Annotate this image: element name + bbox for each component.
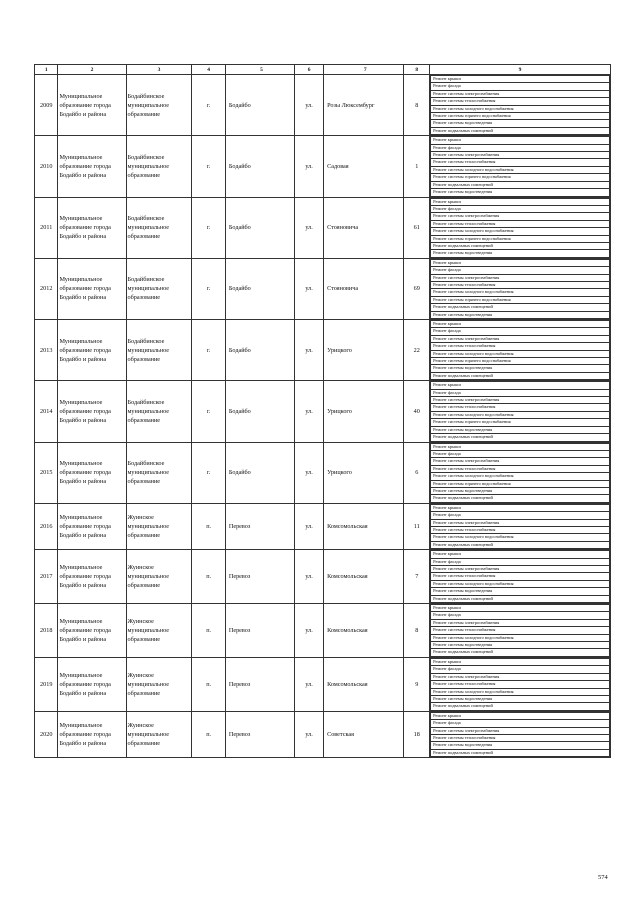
- work-item: Ремонт крыши: [431, 259, 610, 266]
- work-item: Ремонт системы теплоснабжения: [431, 220, 610, 227]
- work-item: Ремонт фасада: [431, 612, 610, 619]
- settlement-cell: Бодайбо: [225, 258, 294, 319]
- street-type-cell: ул.: [295, 503, 324, 549]
- street-type-cell: ул.: [295, 320, 324, 381]
- work-item: Ремонт системы горячего водоснабжения: [431, 296, 610, 303]
- work-item: Ремонт подвальных помещений: [431, 495, 610, 502]
- work-item: Ремонт крыши: [431, 137, 610, 144]
- municipality-cell: Муниципальное образование города Бодайбо и района: [58, 604, 126, 658]
- work-item: Ремонт фасада: [431, 83, 610, 90]
- house-number-cell: 8: [404, 75, 430, 136]
- works-list: [430, 136, 610, 196]
- col-header-9: 9: [430, 65, 611, 75]
- row-number: 2010: [35, 136, 58, 197]
- house-number-cell: 6: [404, 442, 430, 503]
- col-header-4: 4: [192, 65, 225, 75]
- works-list: [430, 504, 610, 549]
- municipality-cell: Муниципальное образование города Бодайбо и района: [58, 503, 126, 549]
- row-number: 2013: [35, 320, 58, 381]
- municipal-formation-cell: Жуинское муниципальное образование: [126, 503, 192, 549]
- work-item: Ремонт крыши: [431, 321, 610, 328]
- work-item: Ремонт системы водоотведения: [431, 250, 610, 257]
- municipality-cell: Муниципальное образование города Бодайбо и района: [58, 258, 126, 319]
- works-list: [430, 259, 610, 319]
- municipality-cell: Муниципальное образование города Бодайбо и района: [58, 136, 126, 197]
- settlement-type-cell: г.: [192, 136, 225, 197]
- row-number: 2009: [35, 75, 58, 136]
- table-row: [35, 75, 611, 136]
- street-type-cell: ул.: [295, 381, 324, 442]
- street-cell: Розы Люксембург: [324, 75, 404, 136]
- work-item: Ремонт фасада: [431, 205, 610, 212]
- work-item: Ремонт системы водоотведения: [431, 487, 610, 494]
- works-list: [430, 198, 610, 258]
- work-item: Ремонт системы холодного водоснабжения: [431, 580, 610, 587]
- works-list: [430, 75, 610, 135]
- repair-program-table: [34, 64, 611, 758]
- work-item: Ремонт подвальных помещений: [431, 242, 610, 249]
- work-item: Ремонт системы холодного водоснабжения: [431, 473, 610, 480]
- work-item: Ремонт системы холодного водоснабжения: [431, 166, 610, 173]
- work-item: Ремонт системы электроснабжения: [431, 727, 610, 734]
- work-item: Ремонт системы горячего водоснабжения: [431, 113, 610, 120]
- work-item: Ремонт системы электроснабжения: [431, 274, 610, 281]
- work-item: Ремонт системы горячего водоснабжения: [431, 419, 610, 426]
- settlement-cell: Бодайбо: [225, 75, 294, 136]
- work-item: Ремонт системы теплоснабжения: [431, 526, 610, 533]
- work-item: Ремонт системы теплоснабжения: [431, 573, 610, 580]
- settlement-type-cell: г.: [192, 320, 225, 381]
- work-item: Ремонт фасада: [431, 389, 610, 396]
- work-item: Ремонт системы водоотведения: [431, 742, 610, 749]
- row-number: 2018: [35, 604, 58, 658]
- work-item: Ремонт системы электроснабжения: [431, 152, 610, 159]
- settlement-type-cell: п.: [192, 711, 225, 757]
- work-item: Ремонт фасада: [431, 720, 610, 727]
- municipal-formation-cell: Бодайбинское муниципальное образование: [126, 197, 192, 258]
- work-item: Ремонт системы холодного водоснабжения: [431, 228, 610, 235]
- work-item: Ремонт системы теплоснабжения: [431, 681, 610, 688]
- settlement-cell: Бодайбо: [225, 197, 294, 258]
- row-number: 2012: [35, 258, 58, 319]
- settlement-type-cell: г.: [192, 258, 225, 319]
- municipality-cell: Муниципальное образование города Бодайбо и района: [58, 442, 126, 503]
- street-cell: Комсомольская: [324, 503, 404, 549]
- municipality-cell: Муниципальное образование города Бодайбо и района: [58, 320, 126, 381]
- street-cell: Садовая: [324, 136, 404, 197]
- row-number: 2014: [35, 381, 58, 442]
- house-number-cell: 8: [404, 604, 430, 658]
- work-item: Ремонт фасада: [431, 558, 610, 565]
- work-item: Ремонт крыши: [431, 551, 610, 558]
- municipal-formation-cell: Жуинское муниципальное образование: [126, 711, 192, 757]
- street-cell: Стояновича: [324, 258, 404, 319]
- work-item: Ремонт системы водоотведения: [431, 642, 610, 649]
- work-item: Ремонт системы холодного водоснабжения: [431, 688, 610, 695]
- work-item: Ремонт системы электроснабжения: [431, 619, 610, 626]
- works-cell: [430, 442, 611, 503]
- work-item: Ремонт подвальных помещений: [431, 304, 610, 311]
- street-type-cell: ул.: [295, 136, 324, 197]
- col-header-2: 2: [58, 65, 126, 75]
- table-row: [35, 442, 611, 503]
- works-cell: [430, 136, 611, 197]
- work-item: Ремонт системы теплоснабжения: [431, 98, 610, 105]
- work-item: Ремонт крыши: [431, 198, 610, 205]
- work-item: Ремонт крыши: [431, 712, 610, 719]
- work-item: Ремонт системы водоотведения: [431, 695, 610, 702]
- work-item: Ремонт системы холодного водоснабжения: [431, 350, 610, 357]
- col-header-1: 1: [35, 65, 58, 75]
- house-number-cell: 40: [404, 381, 430, 442]
- works-cell: [430, 75, 611, 136]
- municipal-formation-cell: Бодайбинское муниципальное образование: [126, 75, 192, 136]
- table-row: [35, 197, 611, 258]
- work-item: Ремонт фасада: [431, 512, 610, 519]
- work-item: Ремонт системы горячего водоснабжения: [431, 480, 610, 487]
- settlement-type-cell: п.: [192, 657, 225, 711]
- settlement-cell: Перевоз: [225, 503, 294, 549]
- street-type-cell: ул.: [295, 197, 324, 258]
- work-item: Ремонт системы водоотведения: [431, 365, 610, 372]
- street-type-cell: ул.: [295, 604, 324, 658]
- table-row: [35, 550, 611, 604]
- col-header-7: 7: [324, 65, 404, 75]
- work-item: Ремонт крыши: [431, 504, 610, 511]
- municipality-cell: Муниципальное образование города Бодайбо и района: [58, 381, 126, 442]
- work-item: Ремонт системы теплоснабжения: [431, 281, 610, 288]
- work-item: Ремонт крыши: [431, 658, 610, 665]
- house-number-cell: 11: [404, 503, 430, 549]
- row-number: 2020: [35, 711, 58, 757]
- work-item: Ремонт системы горячего водоснабжения: [431, 358, 610, 365]
- column-number-header: [35, 65, 611, 75]
- row-number: 2017: [35, 550, 58, 604]
- work-item: Ремонт крыши: [431, 443, 610, 450]
- work-item: Ремонт крыши: [431, 605, 610, 612]
- street-cell: Комсомольская: [324, 657, 404, 711]
- settlement-cell: Перевоз: [225, 604, 294, 658]
- municipal-formation-cell: Жуинское муниципальное образование: [126, 604, 192, 658]
- row-number: 2019: [35, 657, 58, 711]
- table-row: [35, 604, 611, 658]
- settlement-type-cell: п.: [192, 604, 225, 658]
- street-cell: Урицкого: [324, 381, 404, 442]
- works-list: [430, 712, 610, 757]
- work-item: Ремонт системы водоотведения: [431, 426, 610, 433]
- settlement-cell: Бодайбо: [225, 381, 294, 442]
- house-number-cell: 7: [404, 550, 430, 604]
- works-list: [430, 604, 610, 657]
- work-item: Ремонт системы холодного водоснабжения: [431, 105, 610, 112]
- settlement-type-cell: г.: [192, 75, 225, 136]
- settlement-cell: Перевоз: [225, 711, 294, 757]
- work-item: Ремонт системы электроснабжения: [431, 673, 610, 680]
- work-item: Ремонт системы холодного водоснабжения: [431, 634, 610, 641]
- table-row: [35, 258, 611, 319]
- work-item: Ремонт системы теплоснабжения: [431, 404, 610, 411]
- municipal-formation-cell: Жуинское муниципальное образование: [126, 657, 192, 711]
- work-item: Ремонт системы холодного водоснабжения: [431, 411, 610, 418]
- street-cell: Урицкого: [324, 442, 404, 503]
- works-list: [430, 320, 610, 380]
- street-type-cell: ул.: [295, 442, 324, 503]
- work-item: Ремонт подвальных помещений: [431, 703, 610, 710]
- table-row: [35, 320, 611, 381]
- work-item: Ремонт системы теплоснабжения: [431, 627, 610, 634]
- works-cell: [430, 657, 611, 711]
- street-type-cell: ул.: [295, 550, 324, 604]
- works-list: [430, 381, 610, 441]
- municipality-cell: Муниципальное образование города Бодайбо и района: [58, 197, 126, 258]
- table-row: [35, 381, 611, 442]
- settlement-cell: Перевоз: [225, 657, 294, 711]
- settlement-type-cell: г.: [192, 381, 225, 442]
- work-item: Ремонт системы водоотведения: [431, 588, 610, 595]
- street-cell: Урицкого: [324, 320, 404, 381]
- settlement-cell: Бодайбо: [225, 442, 294, 503]
- work-item: Ремонт подвальных помещений: [431, 595, 610, 602]
- street-type-cell: ул.: [295, 657, 324, 711]
- street-type-cell: ул.: [295, 711, 324, 757]
- col-header-8: 8: [404, 65, 430, 75]
- work-item: Ремонт подвальных помещений: [431, 127, 610, 134]
- street-type-cell: ул.: [295, 75, 324, 136]
- house-number-cell: 18: [404, 711, 430, 757]
- work-item: Ремонт системы теплоснабжения: [431, 159, 610, 166]
- municipal-formation-cell: Жуинское муниципальное образование: [126, 550, 192, 604]
- table-row: [35, 136, 611, 197]
- settlement-cell: Бодайбо: [225, 320, 294, 381]
- works-cell: [430, 197, 611, 258]
- col-header-5: 5: [225, 65, 294, 75]
- work-item: Ремонт системы холодного водоснабжения: [431, 534, 610, 541]
- work-item: Ремонт подвальных помещений: [431, 749, 610, 756]
- work-item: Ремонт системы водоотведения: [431, 120, 610, 127]
- work-item: Ремонт системы электроснабжения: [431, 213, 610, 220]
- work-item: Ремонт системы водоотведения: [431, 311, 610, 318]
- settlement-cell: Бодайбо: [225, 136, 294, 197]
- settlement-type-cell: г.: [192, 197, 225, 258]
- work-item: Ремонт системы теплоснабжения: [431, 465, 610, 472]
- house-number-cell: 22: [404, 320, 430, 381]
- municipal-formation-cell: Бодайбинское муниципальное образование: [126, 381, 192, 442]
- street-cell: Комсомольская: [324, 550, 404, 604]
- work-item: Ремонт подвальных помещений: [431, 181, 610, 188]
- work-item: Ремонт крыши: [431, 382, 610, 389]
- municipality-cell: Муниципальное образование города Бодайбо и района: [58, 711, 126, 757]
- work-item: Ремонт системы электроснабжения: [431, 566, 610, 573]
- work-item: Ремонт подвальных помещений: [431, 649, 610, 656]
- house-number-cell: 1: [404, 136, 430, 197]
- row-number: 2011: [35, 197, 58, 258]
- house-number-cell: 9: [404, 657, 430, 711]
- settlement-type-cell: г.: [192, 442, 225, 503]
- row-number: 2016: [35, 503, 58, 549]
- works-list: [430, 550, 610, 603]
- work-item: Ремонт системы электроснабжения: [431, 458, 610, 465]
- works-cell: [430, 258, 611, 319]
- settlement-type-cell: п.: [192, 503, 225, 549]
- work-item: Ремонт фасада: [431, 450, 610, 457]
- row-number: 2015: [35, 442, 58, 503]
- work-item: Ремонт системы электроснабжения: [431, 335, 610, 342]
- col-header-3: 3: [126, 65, 192, 75]
- work-item: Ремонт подвальных помещений: [431, 541, 610, 548]
- work-item: Ремонт системы горячего водоснабжения: [431, 235, 610, 242]
- settlement-type-cell: п.: [192, 550, 225, 604]
- work-item: Ремонт системы водоотведения: [431, 189, 610, 196]
- street-cell: Комсомольская: [324, 604, 404, 658]
- col-header-6: 6: [295, 65, 324, 75]
- street-cell: Стояновича: [324, 197, 404, 258]
- table-row: [35, 503, 611, 549]
- table-row: [35, 657, 611, 711]
- municipal-formation-cell: Бодайбинское муниципальное образование: [126, 258, 192, 319]
- work-item: Ремонт системы горячего водоснабжения: [431, 174, 610, 181]
- municipality-cell: Муниципальное образование города Бодайбо и района: [58, 550, 126, 604]
- work-item: Ремонт системы теплоснабжения: [431, 734, 610, 741]
- works-cell: [430, 604, 611, 658]
- works-cell: [430, 381, 611, 442]
- work-item: Ремонт фасада: [431, 144, 610, 151]
- house-number-cell: 61: [404, 197, 430, 258]
- street-cell: Советская: [324, 711, 404, 757]
- works-cell: [430, 711, 611, 757]
- works-cell: [430, 503, 611, 549]
- work-item: Ремонт системы холодного водоснабжения: [431, 289, 610, 296]
- municipality-cell: Муниципальное образование города Бодайбо и района: [58, 657, 126, 711]
- municipal-formation-cell: Бодайбинское муниципальное образование: [126, 320, 192, 381]
- work-item: Ремонт подвальных помещений: [431, 372, 610, 379]
- works-list: [430, 443, 610, 503]
- work-item: Ремонт фасада: [431, 328, 610, 335]
- work-item: Ремонт фасада: [431, 666, 610, 673]
- work-item: Ремонт крыши: [431, 76, 610, 83]
- work-item: Ремонт системы теплоснабжения: [431, 343, 610, 350]
- works-cell: [430, 320, 611, 381]
- works-list: [430, 658, 610, 711]
- settlement-cell: Перевоз: [225, 550, 294, 604]
- table-row: [35, 711, 611, 757]
- work-item: Ремонт системы электроснабжения: [431, 90, 610, 97]
- municipal-formation-cell: Бодайбинское муниципальное образование: [126, 442, 192, 503]
- work-item: Ремонт подвальных помещений: [431, 434, 610, 441]
- works-cell: [430, 550, 611, 604]
- page-number: 574: [598, 874, 608, 881]
- house-number-cell: 69: [404, 258, 430, 319]
- municipality-cell: Муниципальное образование города Бодайбо и района: [58, 75, 126, 136]
- work-item: Ремонт фасада: [431, 267, 610, 274]
- municipal-formation-cell: Бодайбинское муниципальное образование: [126, 136, 192, 197]
- work-item: Ремонт системы электроснабжения: [431, 519, 610, 526]
- street-type-cell: ул.: [295, 258, 324, 319]
- work-item: Ремонт системы электроснабжения: [431, 397, 610, 404]
